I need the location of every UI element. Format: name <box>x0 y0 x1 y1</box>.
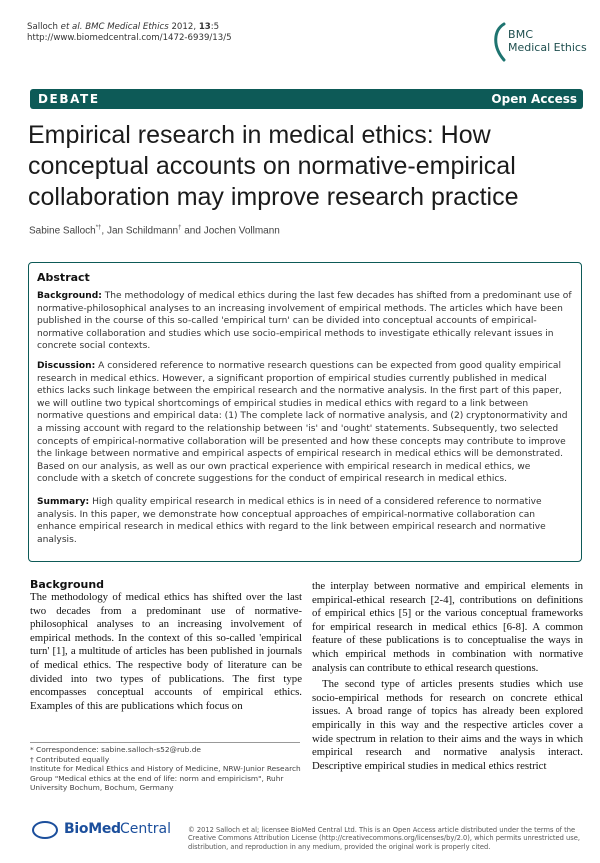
article-url[interactable]: http://www.biomedcentral.com/1472-6939/13/5 <box>27 33 232 43</box>
article-type-label: DEBATE <box>38 92 100 106</box>
citation-article: :5 <box>210 22 220 32</box>
footnotes <box>30 745 302 793</box>
citation-etal: et al. <box>60 22 83 32</box>
citation-year: 2012, <box>171 22 197 32</box>
abstract-section-label: Summary: <box>37 497 90 507</box>
biomed-circle-icon <box>32 821 58 839</box>
journal-logo-line2: Medical Ethics <box>508 41 587 54</box>
citation-volume: 13 <box>198 22 211 32</box>
journal-logo-line1: BMC <box>508 28 534 41</box>
abstract-background <box>37 290 572 353</box>
abstract-section-text: The methodology of medical ethics during the last few decades has shifted from a predominant use of normative-philosophical analyses to an increasing involvement of empirical methods. The articles which have been published in the course of this so-called 'empirical turn' can be divided into conceptual accounts of empirical-normative collaboration and studies which use socio-empirical methods to investigate ethically relevant issues in concrete social contexts. <box>37 291 572 352</box>
affiliation-footnote: Institute for Medical Ethics and History of Medicine, NRW-Junior Research Group "Medical ethics at the end of life: norm and empiricism", Ruhr University Bochum, Bochum, Germany <box>30 764 301 793</box>
citation-author: Salloch <box>27 22 58 32</box>
body-paragraph: the interplay between normative and empirical elements in empirical-ethical research [2-4], contributions on definitions of empirical ethics [5] or the various conceptual frameworks for empirical research in medical ethics [6-8]. A common feature of these publications is to conceptualise the ways in which empirical methods in combination with normative analysis can contribute to ethical research questions. <box>312 580 583 674</box>
section-heading-background: Background <box>30 578 105 591</box>
body-right-column <box>312 580 583 773</box>
author-name[interactable]: Jochen Vollmann <box>203 225 280 237</box>
abstract-section-text: A considered reference to normative research questions can be expected from good quality empirical research in medical ethics. However, a significant proportion of empirical studies currently published in medical ethics lacks such linkage between the empirical research and the normative analysis. In the first part of this paper, we will outline two typical shortcomings of empirical studies in medical ethics with regard to a link between normative questions and empirical data: (1) The complete lack of normative analysis, and (2) cryptonormativity and a missing account with regard to the relationship between 'is' and 'ought' statements. Subsequently, two selected concepts of empirical-normative collaboration will be presented and how these concepts may contribute to improve the linkage between normative and empirical aspects of empirical research in medical ethics will be demonstrated. Based on our analysis, as well as our own practical experience with empirical research in medical ethics, we conclude with a sketch of concrete suggestions for the conduct of empirical research in medical ethics. <box>37 361 568 485</box>
body-paragraph: The second type of articles presents studies which use socio-empirical methods for research on concrete ethical issues. A broad range of topics has already been explored empirically in this way and the respective articles cover a wide spectrum in relation to their aims and the ways in which empirical research and normative analysis interact. Descriptive empirical studies in medical ethics restrict <box>312 678 583 772</box>
open-access-label: Open Access <box>491 92 577 106</box>
citation-line <box>27 22 232 33</box>
publisher-name-regular: Central <box>120 821 171 837</box>
author-separator: and <box>181 225 204 237</box>
article-title: Empirical research in medical ethics: How conceptual accounts on normative-empirical collaboration may improve research practice <box>28 121 519 211</box>
body-left-column: The methodology of medical ethics has shifted over the last two decades from a predominant use of normative-philosophical analyses to an increasing involvement of empirical methods. In the context of this so-called 'empirical turn' [1], a multitude of articles has been published in journals of medical ethics. The respective body of literature can be divided into two types of publications. The first type encompasses conceptual accounts of empirical ethics. Examples of this are publications which focus on <box>30 591 302 712</box>
author-marks: † <box>178 225 182 231</box>
abstract-section-label: Background: <box>37 291 102 301</box>
abstract-section-label: Discussion: <box>37 361 96 371</box>
citation-journal: BMC Medical Ethics <box>85 22 169 32</box>
journal-logo <box>490 22 590 62</box>
abstract-summary <box>37 496 572 546</box>
abstract-discussion <box>37 360 572 486</box>
abstract-box <box>28 262 582 562</box>
article-type-banner <box>30 89 583 109</box>
license-text: © 2012 Salloch et al; licensee BioMed Central Ltd. This is an Open Access article distributed under the terms of the Creative Commons Attribution License (http://creativecommons.org/licenses/by/2.0), which permits unrestricted use, distribution, and reproduction in any medium, provided the original work is properly cited. <box>188 826 580 851</box>
author-marks: *† <box>95 225 102 231</box>
contribution-footnote: † Contributed equally <box>30 754 110 764</box>
citation-header <box>27 22 232 44</box>
publisher-name-bold: BioMed <box>64 821 121 837</box>
correspondence-footnote[interactable]: * Correspondence: sabine.salloch-s52@rub.de <box>30 745 201 754</box>
author-name[interactable]: Jan Schildmann <box>106 225 179 237</box>
abstract-heading: Abstract <box>37 271 90 284</box>
author-name[interactable]: Sabine Salloch <box>29 225 96 237</box>
author-list <box>29 225 280 236</box>
author-separator: , <box>101 225 107 237</box>
abstract-section-text: High quality empirical research in medical ethics is in need of a considered reference to normative analysis. In this paper, we demonstrate how conceptual approaches of empirical-normative collaboration can enhance empirical research in medical ethics with regard to the link between empirical research and normative analysis. <box>37 497 546 545</box>
footnote-divider <box>30 742 300 743</box>
biomed-central-logo <box>30 821 190 839</box>
